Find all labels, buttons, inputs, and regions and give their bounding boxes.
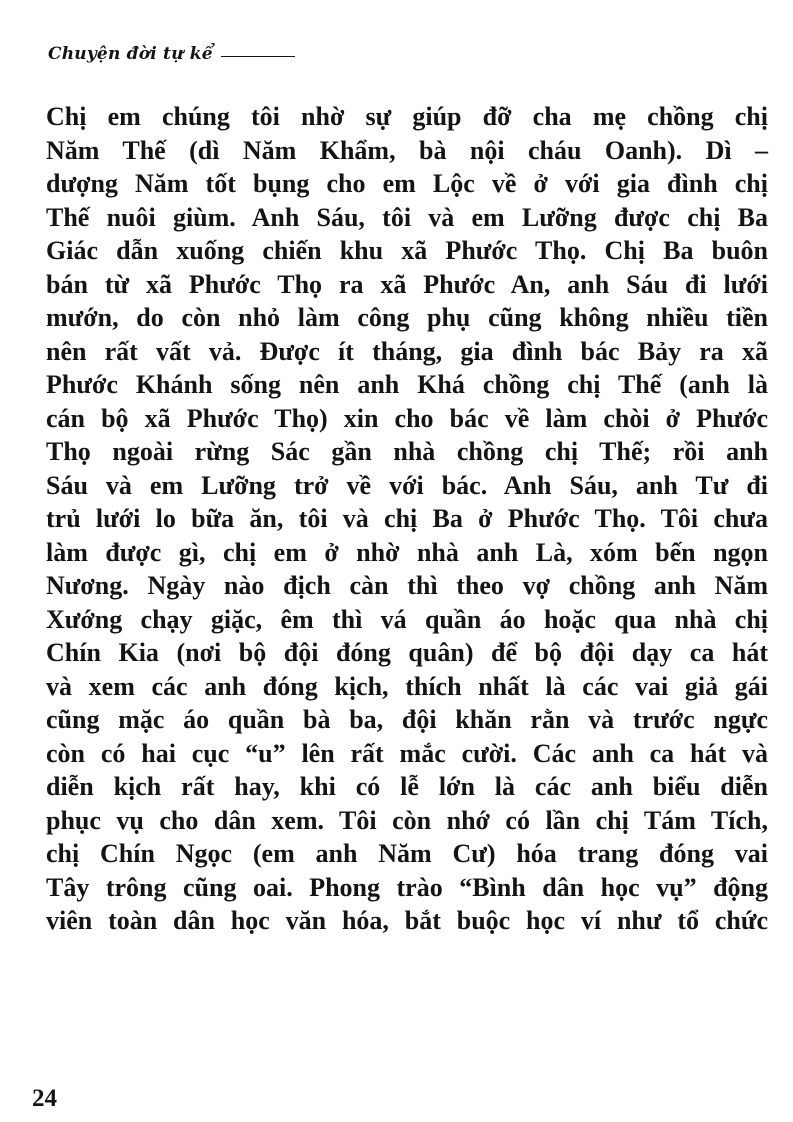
text-line: làm được gì, chị em ở nhờ nhà anh Là, xóm bến ngọn — [46, 537, 768, 567]
text-line: và xem các anh đóng kịch, thích nhất là các vai giả gái — [46, 671, 768, 701]
text-line: chị Chín Ngọc (em anh Năm Cư) hóa trang đóng vai — [46, 839, 768, 868]
text-line: Xướng chạy giặc, êm thì vá quần áo hoặc qua nhà chị — [46, 604, 768, 634]
text-line: phục vụ cho dân xem. Tôi còn nhớ có lần chị Tám Tích, — [46, 805, 768, 835]
text-line: Thọ ngoài rừng Sác gần nhà chồng chị Thế; rồi anh — [46, 437, 768, 466]
text-line: Tây trông cũng oai. Phong trào “Bình dân học vụ” động — [46, 872, 768, 902]
text-line: diễn kịch rất hay, khi có lễ lớn là các anh biểu diễn — [46, 772, 768, 801]
text-line: Giác dẫn xuống chiến khu xã Phước Thọ. Chị Ba buôn — [46, 236, 768, 265]
text-line: Nương. Ngày nào địch càn thì theo vợ chồng anh Năm — [46, 571, 768, 600]
text-line: bán từ xã Phước Thọ ra xã Phước An, anh Sáu đi lưới — [46, 269, 768, 299]
running-header — [48, 44, 295, 64]
text-line: Chị em chúng tôi nhờ sự giúp đỡ cha mẹ chồng chị — [46, 102, 768, 131]
text-line: nên rất vất vả. Được ít tháng, gia đình bác Bảy ra xã — [46, 336, 768, 366]
text-line: dượng Năm tốt bụng cho em Lộc về ở với gia đình chị — [46, 169, 768, 198]
text-line: mướn, do còn nhỏ làm công phụ cũng không nhiều tiền — [46, 303, 768, 332]
text-line: Phước Khánh sống nên anh Khá chồng chị Thế (anh là — [46, 370, 768, 399]
text-line: Chín Kia (nơi bộ đội đóng quân) để bộ đội dạy ca hát — [46, 638, 768, 667]
running-header-rule — [221, 56, 295, 57]
text-line: Năm Thế (dì Năm Khẩm, bà nội cháu Oanh). Dì – — [46, 135, 768, 165]
text-line: cũng mặc áo quần bà ba, đội khăn rằn và trước ngực — [46, 705, 768, 734]
page-number: 24 — [32, 1085, 57, 1112]
text-line: cán bộ xã Phước Thọ) xin cho bác về làm chòi ở Phước — [46, 403, 768, 433]
text-line: Sáu và em Lưỡng trở về với bác. Anh Sáu, anh Tư đi — [46, 470, 768, 500]
text-line: viên toàn dân học văn hóa, bắt buộc học ví như tổ chức — [46, 906, 768, 935]
text-line: còn có hai cục “u” lên rất mắc cười. Các anh ca hát và — [46, 738, 768, 768]
text-line: trủ lưới lo bữa ăn, tôi và chị Ba ở Phước Thọ. Tôi chưa — [46, 504, 768, 533]
running-title: Chuyện đời tự kể — [48, 44, 213, 64]
body-text — [46, 100, 768, 938]
text-line: Thế nuôi giùm. Anh Sáu, tôi và em Lưỡng được chị Ba — [46, 202, 768, 232]
